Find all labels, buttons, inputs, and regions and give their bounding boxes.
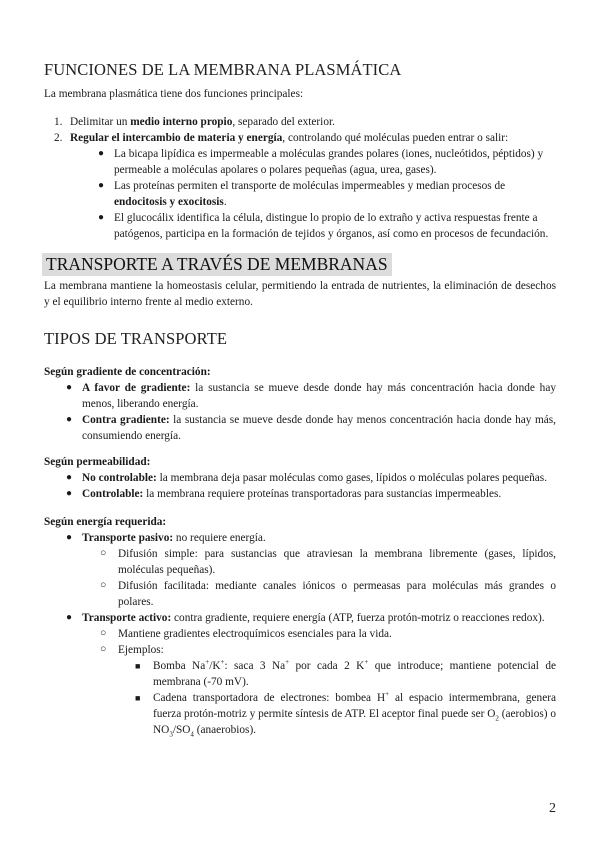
sub-list-item (100, 626, 556, 642)
section-title-transporte: TRANSPORTE A TRAVÉS DE MEMBRANAS (46, 254, 388, 274)
group-list (44, 530, 556, 738)
group-item-activo (66, 610, 556, 739)
examples-list (118, 658, 556, 738)
item-bold: Controlable: (82, 488, 144, 500)
item-bold: medio interno propio (130, 116, 233, 128)
superscript: + (220, 658, 225, 667)
item-text: no requiere energía. (173, 532, 266, 544)
list-item (54, 114, 556, 130)
subscript: 3 (169, 730, 173, 739)
item-text: , separado del exterior. (232, 116, 335, 128)
circle-bullet-icon: ○ (100, 628, 107, 639)
square-bullet-icon: ■ (135, 693, 141, 703)
section-title-funciones: FUNCIONES DE LA MEMBRANA PLASMÁTICA (44, 60, 402, 79)
functions-list (44, 114, 556, 242)
item-text: contra gradiente, requiere energía (ATP, fuerza protón-motriz o reacciones redox). (171, 612, 545, 624)
bullet-icon: ● (66, 414, 73, 425)
bullet-icon: ● (98, 148, 105, 159)
pasivo-sublist (82, 546, 556, 610)
group-heading: Según energía requerida: (44, 516, 167, 528)
superscript: + (364, 658, 369, 667)
example-item (135, 658, 556, 690)
example-text: al espacio intermembrana, genera fuerza protón-motriz y permite síntesis de ATP. El aceptor final puede ser O (153, 692, 556, 720)
superscript: + (385, 690, 390, 699)
sub-list-item (100, 578, 556, 610)
example-item (135, 690, 556, 739)
item-bold: Transporte activo: (82, 612, 172, 624)
sub-item-text: La bicapa lipídica es impermeable a moléculas grandes polares (iones, nucleótidos, péptidos) y permeable a moléculas apolares o polares pequeñas (agua, urea, gases). (114, 148, 544, 176)
sub-list-item (100, 546, 556, 578)
activo-sublist (82, 626, 556, 738)
bullet-icon: ● (66, 612, 73, 623)
item-text: la membrana deja pasar moléculas como gases, lípidos o moléculas polares pequeñas. (156, 472, 548, 484)
example-text: (anaerobios). (193, 724, 257, 736)
sub-list (44, 146, 556, 242)
example-text: /K (209, 660, 221, 672)
sub-item-text: Difusión facilitada: mediante canales iónicos o permeasas para moléculas más grandes o polares. (118, 580, 556, 608)
sub-item-text: El glucocálix identifica la célula, distingue lo propio de lo extraño y activa respuestas frente a patógenos, participa en la formación de tejidos y órganos, así como en procesos de fecundación. (114, 212, 549, 240)
example-text: : saca 3 Na (224, 660, 286, 672)
section-transporte (44, 253, 556, 276)
sub-list-item (98, 210, 556, 242)
group-item (66, 486, 556, 502)
bullet-icon: ● (66, 532, 73, 543)
list-item (54, 130, 556, 242)
bullet-icon: ● (66, 488, 73, 499)
subscript: 2 (495, 714, 499, 723)
example-text: por cada 2 K (289, 660, 365, 672)
group-item (66, 380, 556, 412)
example-text: Cadena transportadora de electrones: bombea H (153, 692, 386, 704)
example-text: Bomba Na (153, 660, 206, 672)
example-text: /SO (172, 724, 191, 736)
group-list (44, 380, 556, 444)
group-item (66, 470, 556, 486)
item-text: la sustancia se mueve desde donde hay menos concentración hacia donde hay más, consumiendo energía. (82, 414, 556, 442)
item-bold: Contra gradiente: (82, 414, 170, 426)
item-bold: Regular el intercambio de materia y energía (70, 132, 283, 144)
item-bold: Transporte pasivo: (82, 532, 174, 544)
superscript: + (205, 658, 210, 667)
group-heading: Según permeabilidad: (44, 456, 151, 468)
group-heading: Según gradiente de concentración: (44, 366, 211, 378)
section-intro: La membrana plasmática tiene dos funciones principales: (44, 88, 304, 100)
sub-item-text: Difusión simple: para sustancias que atraviesan la membrana libremente (gases, lípidos, moléculas pequeñas). (118, 548, 556, 576)
list-number: 2. (54, 132, 63, 144)
sub-list-item (100, 642, 556, 739)
sub-item-text: . (223, 196, 227, 208)
example-text: (aerobios) o NO (153, 708, 556, 736)
square-bullet-icon: ■ (135, 661, 141, 671)
circle-bullet-icon: ○ (100, 548, 107, 559)
section-title-tipos: TIPOS DE TRANSPORTE (44, 329, 228, 348)
item-text: la sustancia se mueve desde donde hay más concentración hacia donde hay menos, liberando energía. (82, 382, 556, 410)
page-number: 2 (549, 801, 556, 816)
item-bold: A favor de gradiente: (82, 382, 191, 394)
group-item (66, 412, 556, 444)
item-text: la membrana requiere proteínas transportadoras para sustancias impermeables. (143, 488, 502, 500)
bullet-icon: ● (66, 472, 73, 483)
circle-bullet-icon: ○ (100, 580, 107, 591)
bullet-icon: ● (98, 212, 105, 223)
sub-item-text: Mantiene gradientes electroquímicos esenciales para la vida. (118, 628, 392, 640)
superscript: + (285, 658, 290, 667)
subscript: 4 (190, 730, 194, 739)
sub-item-text: Las proteínas permiten el transporte de moléculas impermeables y median procesos de (114, 180, 506, 192)
sub-list-item (98, 146, 556, 178)
sub-list-item (98, 178, 556, 210)
bullet-icon: ● (98, 180, 105, 191)
example-text: que introduce; mantiene potencial de membrana (-70 mV). (153, 660, 556, 688)
sub-item-bold: endocitosis y exocitosis (114, 196, 224, 208)
item-text: Delimitar un (70, 116, 131, 128)
item-text: , controlando qué moléculas pueden entrar o salir: (282, 132, 509, 144)
section-text: La membrana mantiene la homeostasis celular, permitiendo la entrada de nutrientes, la eliminación de desechos y el equilibrio interno frente al medio externo. (44, 280, 556, 308)
list-number: 1. (54, 116, 63, 128)
sub-item-text: Ejemplos: (118, 644, 164, 656)
group-list (44, 470, 556, 502)
highlighted-heading (42, 253, 392, 276)
group-item-pasivo (66, 530, 556, 610)
page-content (44, 60, 556, 738)
item-bold: No controlable: (82, 472, 157, 484)
bullet-icon: ● (66, 382, 73, 393)
circle-bullet-icon: ○ (100, 644, 107, 655)
